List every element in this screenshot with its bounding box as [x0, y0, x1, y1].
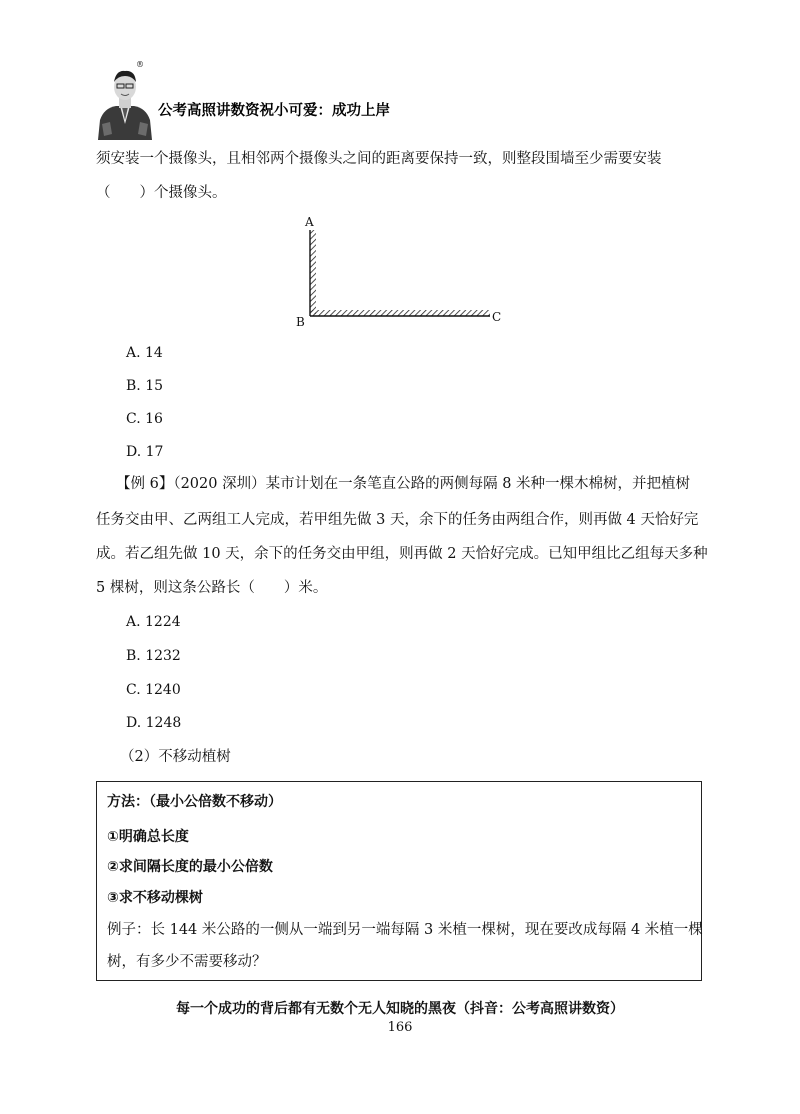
wall-diagram — [290, 208, 510, 334]
teacher-avatar — [96, 62, 154, 140]
question5-option-c: C. 16 — [126, 411, 163, 427]
method-step-2: ②求间隔长度的最小公倍数 — [107, 859, 273, 875]
footer-slogan: 每一个成功的背后都有无数个无人知晓的黑夜（抖音：公考高照讲数资） — [176, 1001, 624, 1017]
method-example-line-2: 树，有多少不需要移动？ — [107, 954, 267, 970]
wall-bc — [310, 310, 490, 316]
point-c-label: C — [492, 310, 502, 324]
example6-option-d: D. 1248 — [126, 715, 182, 731]
method-step-3: ③求不移动棵树 — [107, 890, 203, 906]
question5-option-b: B. 15 — [126, 378, 164, 394]
page-number: 166 — [387, 1020, 413, 1035]
wall-ab — [310, 230, 316, 316]
point-a-label: A — [305, 215, 314, 229]
section-title: （2）不移动植树 — [120, 749, 231, 765]
method-box — [96, 781, 702, 981]
example6-text-line-3: 成。若乙组先做 10 天，余下的任务交由甲组，则再做 2 天恰好完成。已知甲组比乙组每天多种 — [96, 546, 708, 562]
trademark-mark: ® — [136, 60, 144, 69]
example6-text-line-1: 【例 6】（2020 深圳）某市计划在一条笔直公路的两侧每隔 8 米种一棵木棉树，并把植树 — [116, 476, 691, 492]
method-title: 方法：（最小公倍数不移动） — [107, 794, 282, 810]
example6-text-line-4: 5 棵树，则这条公路长（ ）米。 — [96, 580, 328, 596]
question5-text-line-1: 须安装一个摄像头，且相邻两个摄像头之间的距离要保持一致，则整段围墙至少需要安装 — [96, 151, 662, 167]
header-title: 公考高照讲数资祝小可爱：成功上岸 — [158, 103, 390, 119]
method-example-line-1: 例子：长 144 米公路的一侧从一端到另一端每隔 3 米植一棵树，现在要改成每隔 4 米植一棵 — [107, 922, 703, 938]
example6-option-a: A. 1224 — [126, 614, 181, 630]
method-step-1: ①明确总长度 — [107, 829, 189, 845]
question5-option-a: A. 14 — [126, 345, 163, 361]
point-b-label: B — [296, 315, 305, 329]
example6-text-line-2: 任务交由甲、乙两组工人完成，若甲组先做 3 天，余下的任务由两组合作，则再做 4 天恰好完 — [96, 512, 699, 528]
example6-option-b: B. 1232 — [126, 648, 181, 664]
example6-option-c: C. 1240 — [126, 682, 181, 698]
question5-option-d: D. 17 — [126, 444, 164, 460]
question5-text-line-2: （ ）个摄像头。 — [96, 185, 227, 201]
